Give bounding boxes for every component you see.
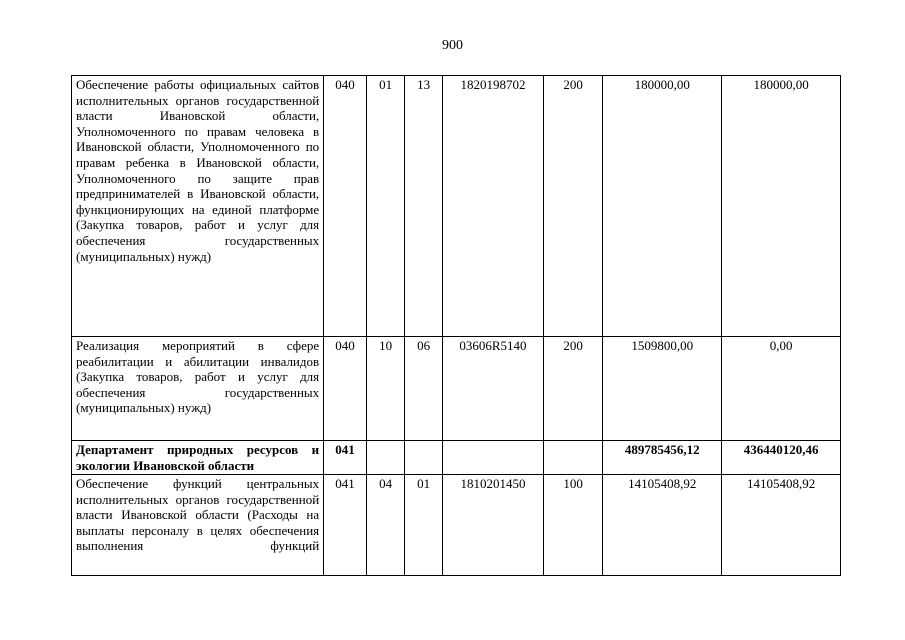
section-cell: 01: [366, 76, 405, 337]
grbs-code-cell: 040: [324, 337, 367, 441]
target-article-cell: [442, 441, 543, 475]
target-article-cell: 1810201450: [442, 475, 543, 576]
target-article-cell: 03606R5140: [442, 337, 543, 441]
grbs-code-cell: 041: [324, 475, 367, 576]
amount-year2-cell: 14105408,92: [722, 475, 841, 576]
target-article-cell: 1820198702: [442, 76, 543, 337]
table-row: [72, 475, 841, 576]
amount-year1-cell: 1509800,00: [603, 337, 722, 441]
amount-year1-cell: 14105408,92: [603, 475, 722, 576]
expense-type-cell: [543, 441, 602, 475]
section-cell: 04: [366, 475, 405, 576]
grbs-code-cell: 040: [324, 76, 367, 337]
amount-year2-cell: 0,00: [722, 337, 841, 441]
table-row-department: [72, 441, 841, 475]
department-name-cell: Департамент природных ресурсов и экологии Ивановской области: [72, 441, 324, 475]
amount-year2-cell: 436440120,46: [722, 441, 841, 475]
subsection-cell: 06: [405, 337, 443, 441]
amount-year1-cell: 489785456,12: [603, 441, 722, 475]
amount-year1-cell: 180000,00: [603, 76, 722, 337]
subsection-cell: 01: [405, 475, 443, 576]
amount-year2-cell: 180000,00: [722, 76, 841, 337]
budget-table: [71, 75, 841, 576]
table-row: [72, 76, 841, 337]
expense-type-cell: 200: [543, 76, 602, 337]
row-name-cell: Реализация мероприятий в сфере реабилитации и абилитации инвалидов (Закупка товаров, работ и услуг для обеспечения государственных (муниципальных) нужд): [72, 337, 324, 441]
page-number: 900: [442, 38, 463, 53]
row-name-cell: Обеспечение работы официальных сайтов исполнительных органов государственной власти Ивановской области, Уполномоченного по правам человека в Ивановской области, Уполномоченного по правам ребенка в Ивановской области, Уполномоченного по защите прав предпринимателей в Ивановской области, функционирующих на единой платформе (Закупка товаров, работ и услуг для обеспечения государственных (муниципальных) нужд): [72, 76, 324, 337]
expense-type-cell: 100: [543, 475, 602, 576]
grbs-code-cell: 041: [324, 441, 367, 475]
section-cell: [366, 441, 405, 475]
row-name-cell: Обеспечение функций центральных исполнительных органов государственной власти Ивановской области (Расходы на выплаты персоналу в целях обеспечения выполнения функций: [72, 475, 324, 576]
expense-type-cell: 200: [543, 337, 602, 441]
table-row: [72, 337, 841, 441]
subsection-cell: 13: [405, 76, 443, 337]
subsection-cell: [405, 441, 443, 475]
section-cell: 10: [366, 337, 405, 441]
